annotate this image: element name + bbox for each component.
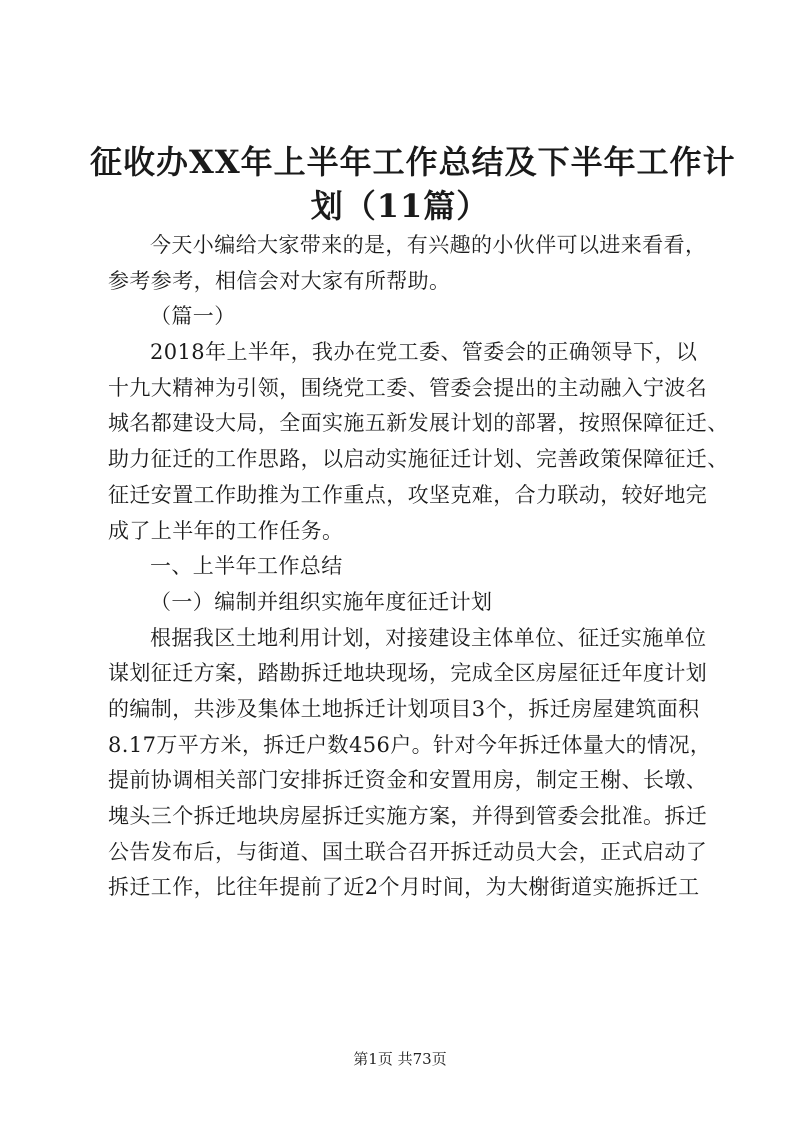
paragraph-line: 根据我区土地利用计划，对接建设主体单位、征迁实施单位 [150,625,707,650]
paragraph-line: 8.17万平方米，拆迁户数456户。针对今年拆迁体量大的情况， [108,732,712,757]
paragraph-line: 城名都建设大局，全面实施五新发展计划的部署，按照保障征迁、 [108,411,729,436]
paragraph-line: 征迁安置工作助推为工作重点，攻坚克难，合力联动，较好地完 [108,482,708,507]
section-heading: 一、上半年工作总结 [150,554,343,579]
paragraph-line: 助力征迁的工作思路，以启动实施征迁计划、完善政策保障征迁、 [108,447,729,472]
intro-line: 今天小编给大家带来的是，有兴趣的小伙伴可以进来看看， [150,233,707,257]
page-footer [0,1049,800,1069]
title-line-2: 划（11篇） [310,187,490,225]
paragraph-line: 公告发布后，与街道、国土联合召开拆迁动员大会，正式启动了 [108,839,708,864]
paragraph-line: 2018年上半年，我办在党工委、管委会的正确领导下，以 [150,340,698,365]
paragraph-line: 谋划征迁方案，踏勘拆迁地块现场，完成全区房屋征迁年度计划 [108,661,708,686]
document-title [90,140,736,228]
subsection-heading: （一）编制并组织实施年度征迁计划 [150,589,493,614]
paragraph-line: 成了上半年的工作任务。 [108,518,344,543]
paragraph-line: 提前协调相关部门安排拆迁资金和安置用房，制定王榭、长墩、 [108,768,708,793]
document-body [108,228,729,906]
page-indicator: 第1页 共73页 [353,1050,447,1068]
paragraph-line: 拆迁工作，比往年提前了近2个月时间，为大榭街道实施拆迁工 [108,875,700,900]
title-line-1: 征收办XX年上半年工作总结及下半年工作计 [90,143,736,181]
paragraph-line: 十九大精神为引领，围绕党工委、管委会提出的主动融入宁波名 [108,375,708,400]
section-heading: （篇一） [150,304,236,329]
paragraph-line: 塊头三个拆迁地块房屋拆迁实施方案，并得到管委会批准。拆迁 [108,804,708,828]
intro-line: 参考参考，相信会对大家有所帮助。 [108,268,451,293]
paragraph-line: 的编制，共涉及集体土地拆迁计划项目3个，拆迁房屋建筑面积 [108,696,700,721]
